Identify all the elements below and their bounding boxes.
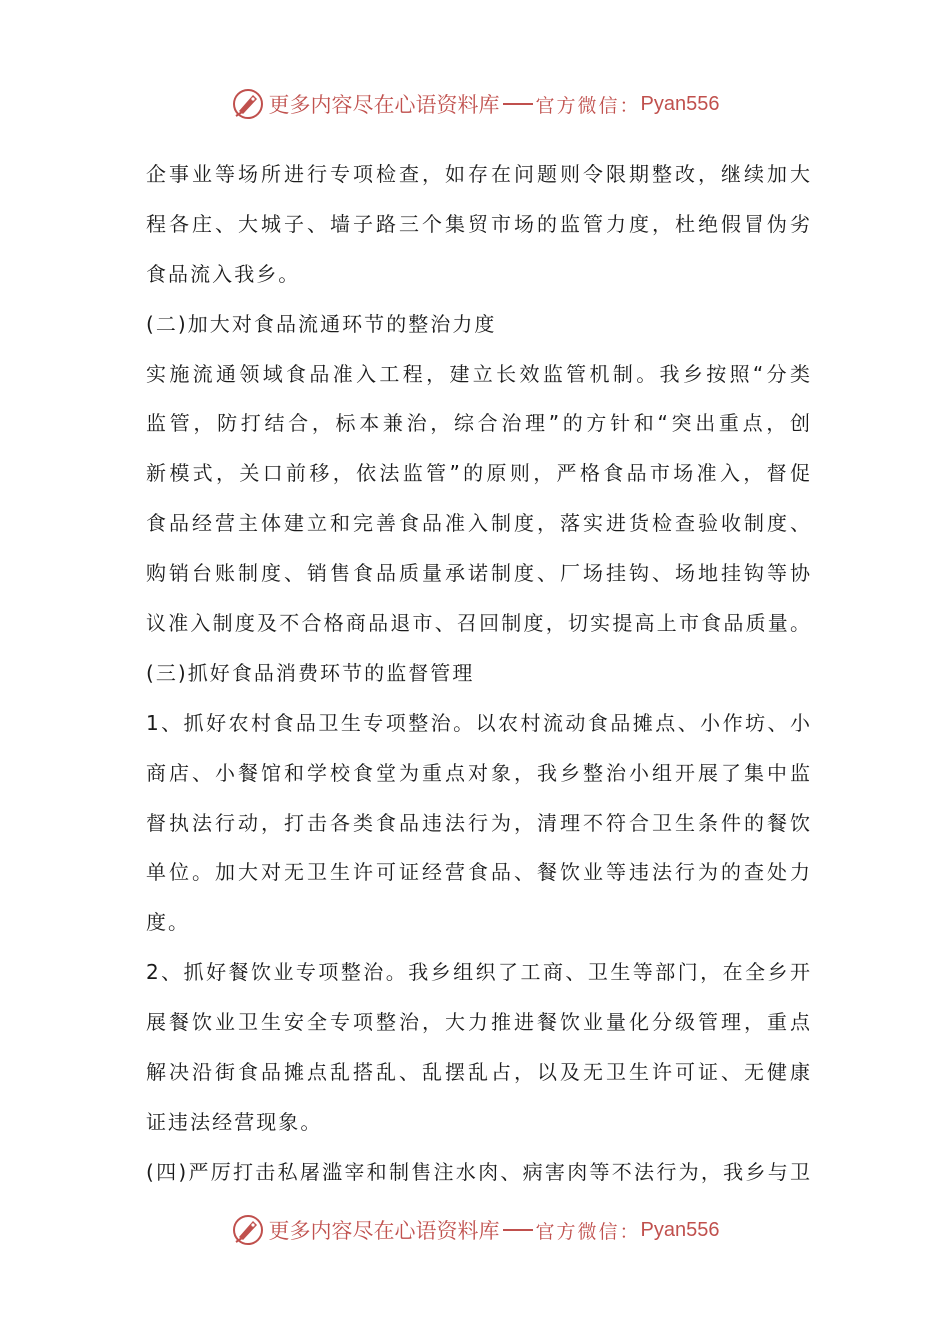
body-line: 食品经营主体建立和完善食品准入制度，落实进货检查验收制度、 [146,511,810,536]
body-line: 商店、小餐馆和学校食堂为重点对象，我乡整治小组开展了集中监 [146,760,810,785]
body-line: 证违法经营现象。 [146,1109,323,1134]
body-line: 程各庄、大城子、墙子路三个集贸市场的监管力度，杜绝假冒伪劣 [146,211,810,236]
watermark-main-text: 更多内容尽在心语资料库 [268,93,500,117]
body-line: 2、抓好餐饮业专项整治。我乡组织了工商、卫生等部门，在全乡开 [146,960,810,985]
section-heading: (三)抓好食品消费环节的监督管理 [146,660,475,685]
body-line: 监管，防打结合，标本兼治，综合治理”的方针和“突出重点，创 [146,411,810,436]
watermark-id-text: Pyan556 [640,92,720,115]
watermark-header [0,84,950,124]
body-line: 购销台账制度、销售食品质量承诺制度、厂场挂钩、场地挂钩等协 [146,561,810,586]
body-line: 议准入制度及不合格商品退市、召回制度，切实提高上市食品质量。 [146,611,810,636]
watermark-main-text: 更多内容尽在心语资料库 [268,1219,500,1243]
watermark-sub-text: 官方微信： [535,1220,641,1243]
watermark-id-text: Pyan556 [640,1218,720,1241]
body-line: 单位。加大对无卫生许可证经营食品、餐饮业等违法行为的查处力 [146,860,810,885]
body-line: 企事业等场所进行专项检查，如存在问题则令限期整改，继续加大 [146,162,810,186]
body-line: 食品流入我乡。 [146,261,301,286]
section-heading: (二)加大对食品流通环节的整治力度 [146,311,497,336]
document-body [146,150,810,1198]
section-heading: (四)严厉打击私屠滥宰和制售注水肉、病害肉等不法行为，我乡与卫 [146,1159,810,1184]
pen-nib-icon [231,1213,265,1247]
watermark-footer [0,1210,950,1250]
body-line: 新模式，关口前移，依法监管”的原则，严格食品市场准入，督促 [146,461,810,486]
watermark-dash [503,103,533,105]
body-line: 解决沿街食品摊点乱搭乱、乱摆乱占，以及无卫生许可证、无健康 [146,1060,810,1085]
body-line: 1、抓好农村食品卫生专项整治。以农村流动食品摊点、小作坊、小 [146,710,810,735]
body-line: 度。 [146,910,191,935]
watermark-sub-text: 官方微信： [535,94,641,117]
body-line: 展餐饮业卫生安全专项整治，大力推进餐饮业量化分级管理，重点 [146,1010,810,1035]
body-line: 实施流通领域食品准入工程，建立长效监管机制。我乡按照“分类 [146,361,810,386]
watermark-dash [503,1229,533,1231]
pen-nib-icon [231,87,265,121]
body-line: 督执法行动，打击各类食品违法行为，清理不符合卫生条件的餐饮 [146,810,810,835]
